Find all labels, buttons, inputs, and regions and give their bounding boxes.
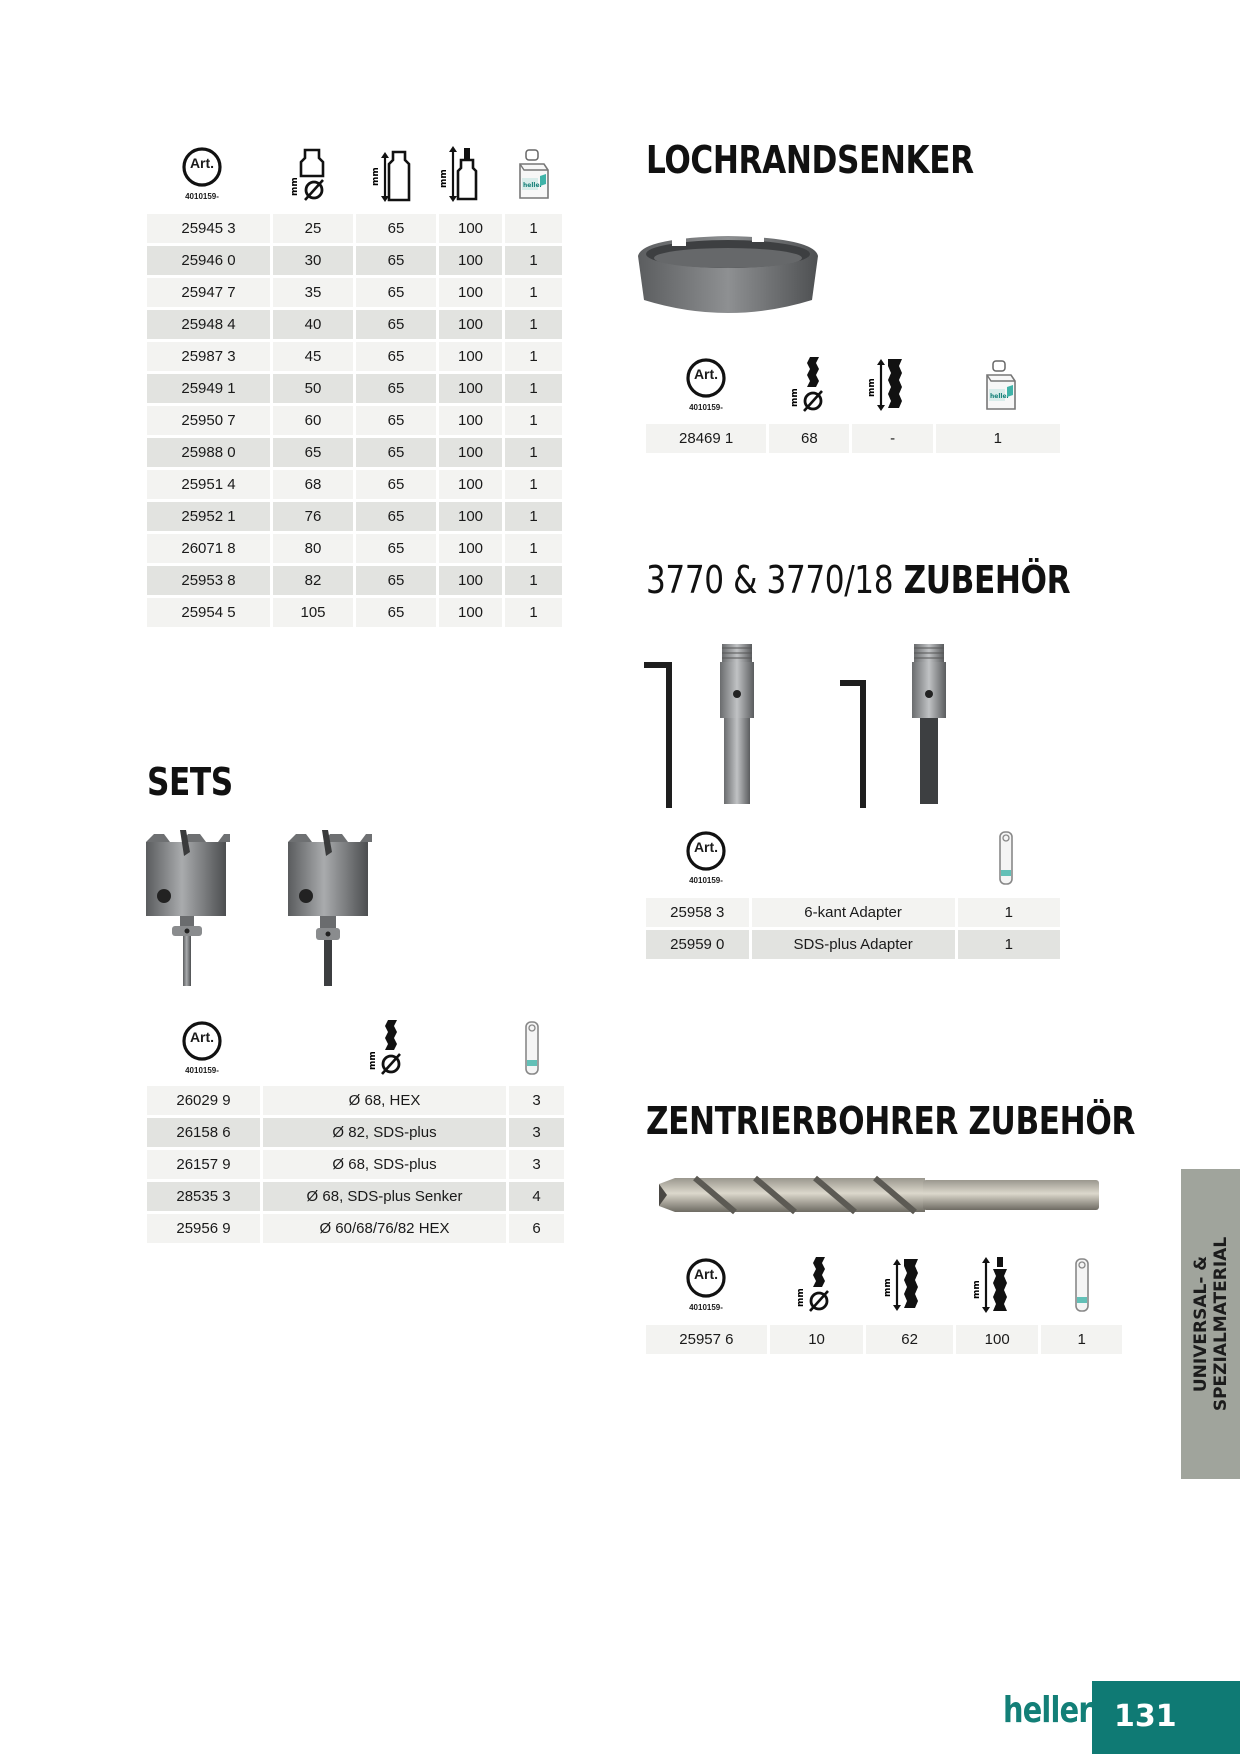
length-cell: 65: [356, 278, 436, 307]
article-cell: 25953 8: [147, 566, 270, 595]
total-length-cell: 100: [439, 374, 502, 403]
art-icon-label: Art.: [693, 1266, 719, 1282]
article-cell: 25954 5: [147, 598, 270, 627]
article-cell: 25957 6: [646, 1325, 767, 1354]
zubehoer-title-bold: ZUBEHÖR: [903, 558, 1071, 602]
main-table: [144, 211, 565, 630]
article-cell: 25945 3: [147, 214, 270, 243]
description-cell: Ø 60/68/76/82 HEX: [263, 1214, 506, 1243]
drill-diameter-mm-icon: [795, 1255, 835, 1320]
diameter-cell: 35: [273, 278, 353, 307]
length-cell: -: [852, 424, 932, 453]
quantity-cell: 1: [505, 406, 562, 435]
length-cell: 62: [866, 1325, 953, 1354]
total-length-cell: 100: [439, 470, 502, 499]
length-cell: 65: [356, 342, 436, 371]
article-cell: 25948 4: [147, 310, 270, 339]
table-row: [147, 1214, 564, 1243]
drill-diameter-mm-icon: [367, 1018, 407, 1083]
article-cell: 25988 0: [147, 438, 270, 467]
diameter-cell: 40: [273, 310, 353, 339]
article-cell: 26158 6: [147, 1118, 260, 1147]
table-row: [147, 1150, 564, 1179]
quantity-cell: 1: [505, 502, 562, 531]
description-cell: Ø 68, HEX: [263, 1086, 506, 1115]
article-cell: 25950 7: [147, 406, 270, 435]
quantity-cell: 1: [505, 566, 562, 595]
quantity-cell: 3: [509, 1118, 564, 1147]
art-number-icon: [681, 357, 731, 417]
total-length-cell: 100: [439, 246, 502, 275]
total-length-cell: 100: [439, 566, 502, 595]
adapters-product-image: [640, 640, 970, 808]
quantity-cell: 1: [505, 214, 562, 243]
main-table-body: [147, 214, 562, 627]
drill-length-mm-icon: [882, 1255, 926, 1320]
zentrierbohrer-table: [643, 1322, 1125, 1357]
tube-package-icon: [517, 1018, 547, 1083]
sets-product-image: [140, 828, 380, 988]
sets-table-header: [147, 1016, 564, 1082]
main-table-header: [147, 140, 562, 210]
table-row: [147, 566, 562, 595]
quantity-cell: 1: [505, 278, 562, 307]
diameter-cell: 60: [273, 406, 353, 435]
table-row: [147, 502, 562, 531]
table-row: [147, 310, 562, 339]
article-cell: 25947 7: [147, 278, 270, 307]
table-row: [147, 214, 562, 243]
article-cell: 26157 9: [147, 1150, 260, 1179]
total-length-cell: 100: [439, 502, 502, 531]
total-length-cell: 100: [439, 598, 502, 627]
zentrierbohrer-table-header: [646, 1255, 1124, 1321]
art-icon-label: Art.: [189, 1029, 215, 1045]
diameter-cell: 50: [273, 374, 353, 403]
table-row: [147, 1118, 564, 1147]
table-row: [646, 1325, 1122, 1354]
quantity-cell: 1: [958, 898, 1060, 927]
length-cell: 65: [356, 438, 436, 467]
zubehoer-table: [643, 895, 1063, 962]
description-cell: SDS-plus Adapter: [752, 930, 955, 959]
art-icon-label: Art.: [693, 839, 719, 855]
quantity-cell: 1: [505, 374, 562, 403]
article-cell: 26071 8: [147, 534, 270, 563]
art-number-icon: [177, 1020, 227, 1080]
page-number-box: [1092, 1681, 1240, 1754]
drill-diameter-mm-icon: [789, 355, 829, 420]
diameter-cell: 82: [273, 566, 353, 595]
drill-total-length-mm-icon: [971, 1255, 1015, 1320]
art-icon-label: Art.: [189, 155, 215, 171]
lochrandsenker-table-body: [646, 424, 1060, 453]
quantity-cell: 1: [505, 438, 562, 467]
drill-length-mm-icon: [866, 355, 910, 420]
length-cell: 65: [356, 310, 436, 339]
art-number-icon: [681, 830, 731, 890]
quantity-cell: 1: [505, 470, 562, 499]
art-icon-prefix: 4010159-: [689, 876, 723, 885]
table-row: [147, 406, 562, 435]
diameter-mm-icon: [291, 146, 331, 211]
quantity-cell: 1: [958, 930, 1060, 959]
length-cell: 65: [356, 374, 436, 403]
package-box-icon: [979, 357, 1019, 422]
art-icon-prefix: 4010159-: [185, 1066, 219, 1075]
sets-table-body: [147, 1086, 564, 1243]
total-length-cell: 100: [439, 342, 502, 371]
total-length-cell: 100: [439, 534, 502, 563]
total-length-mm-icon: [439, 144, 483, 209]
diameter-cell: 68: [769, 424, 849, 453]
diameter-cell: 45: [273, 342, 353, 371]
category-side-tab[interactable]: [1181, 1169, 1240, 1479]
quantity-cell: 1: [1041, 1325, 1122, 1354]
art-icon-prefix: 4010159-: [185, 192, 219, 201]
diameter-cell: 65: [273, 438, 353, 467]
quantity-cell: 3: [509, 1150, 564, 1179]
lochrandsenker-title: LOCHRANDSENKER: [646, 138, 974, 182]
quantity-cell: 1: [936, 424, 1060, 453]
length-cell: 65: [356, 406, 436, 435]
quantity-cell: 1: [505, 342, 562, 371]
diameter-cell: 30: [273, 246, 353, 275]
description-cell: Ø 68, SDS-plus: [263, 1150, 506, 1179]
art-number-icon: [177, 146, 227, 206]
article-cell: 25959 0: [646, 930, 749, 959]
article-cell: 25946 0: [147, 246, 270, 275]
table-row: [147, 246, 562, 275]
zentrierbohrer-table-body: [646, 1325, 1122, 1354]
table-row: [147, 1182, 564, 1211]
table-row: [646, 898, 1060, 927]
length-cell: 65: [356, 502, 436, 531]
table-row: [147, 470, 562, 499]
length-cell: 65: [356, 470, 436, 499]
table-row: [147, 1086, 564, 1115]
quantity-cell: 1: [505, 310, 562, 339]
page-number: 131: [1114, 1699, 1177, 1734]
art-icon-prefix: 4010159-: [689, 403, 723, 412]
length-cell: 65: [356, 246, 436, 275]
total-length-cell: 100: [439, 278, 502, 307]
quantity-cell: 1: [505, 598, 562, 627]
quantity-cell: 3: [509, 1086, 564, 1115]
table-row: [147, 278, 562, 307]
zubehoer-table-header: [646, 828, 1061, 894]
article-cell: 28469 1: [646, 424, 766, 453]
article-cell: 25952 1: [147, 502, 270, 531]
lochrandsenker-product-image: [632, 230, 824, 330]
length-cell: 65: [356, 566, 436, 595]
length-cell: 65: [356, 534, 436, 563]
quantity-cell: 1: [505, 534, 562, 563]
quantity-cell: 6: [509, 1214, 564, 1243]
category-side-tab-label: [1191, 1237, 1231, 1411]
table-row: [147, 342, 562, 371]
table-row: [646, 930, 1060, 959]
zubehoer-title-light: 3770 & 3770/18: [646, 558, 894, 602]
table-row: [147, 374, 562, 403]
drill-bit-product-image: [655, 1170, 1105, 1220]
article-cell: 28535 3: [147, 1182, 260, 1211]
zubehoer-title: [646, 558, 1070, 602]
total-length-cell: 100: [439, 214, 502, 243]
art-icon-prefix: 4010159-: [689, 1303, 723, 1312]
article-cell: 25958 3: [646, 898, 749, 927]
length-mm-icon: [371, 146, 415, 211]
table-row: [147, 598, 562, 627]
package-box-icon: [512, 146, 552, 211]
description-cell: Ø 68, SDS-plus Senker: [263, 1182, 506, 1211]
length-cell: 65: [356, 598, 436, 627]
diameter-cell: 105: [273, 598, 353, 627]
total-length-cell: 100: [439, 310, 502, 339]
total-length-cell: 100: [956, 1325, 1039, 1354]
total-length-cell: 100: [439, 438, 502, 467]
article-cell: 25951 4: [147, 470, 270, 499]
lochrandsenker-table: [643, 421, 1063, 456]
diameter-cell: 68: [273, 470, 353, 499]
table-row: [147, 534, 562, 563]
diameter-cell: 10: [770, 1325, 864, 1354]
heller-logo: heller: [1003, 1690, 1092, 1731]
art-number-icon: [681, 1257, 731, 1317]
article-cell: 26029 9: [147, 1086, 260, 1115]
diameter-cell: 80: [273, 534, 353, 563]
table-row: [147, 438, 562, 467]
art-icon-label: Art.: [693, 366, 719, 382]
description-cell: Ø 82, SDS-plus: [263, 1118, 506, 1147]
description-cell: 6-kant Adapter: [752, 898, 955, 927]
zentrierbohrer-title: ZENTRIERBOHRER ZUBEHÖR: [646, 1099, 1136, 1143]
side-tab-line-1: UNIVERSAL- &: [1190, 1255, 1211, 1393]
total-length-cell: 100: [439, 406, 502, 435]
tube-package-icon: [1067, 1255, 1097, 1320]
article-cell: 25987 3: [147, 342, 270, 371]
quantity-cell: 4: [509, 1182, 564, 1211]
article-cell: 25949 1: [147, 374, 270, 403]
diameter-cell: 25: [273, 214, 353, 243]
article-cell: 25956 9: [147, 1214, 260, 1243]
sets-title: SETS: [147, 760, 233, 804]
zubehoer-table-body: [646, 898, 1060, 959]
side-tab-line-2: SPEZIALMATERIAL: [1210, 1236, 1231, 1412]
sets-table: [144, 1083, 567, 1246]
diameter-cell: 76: [273, 502, 353, 531]
lochrandsenker-table-header: [646, 355, 1061, 421]
tube-package-icon: [991, 828, 1021, 893]
table-row: [646, 424, 1060, 453]
length-cell: 65: [356, 214, 436, 243]
quantity-cell: 1: [505, 246, 562, 275]
